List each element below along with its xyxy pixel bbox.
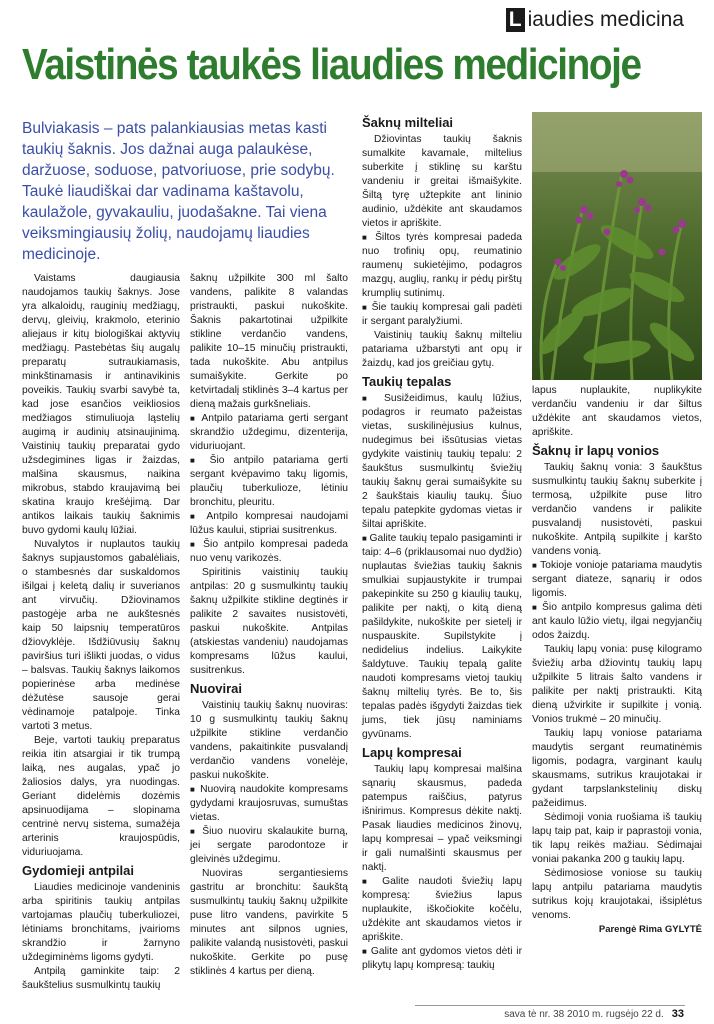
col4-paragraph: Taukių lapų voniose patariama maudytis sergant reumatinėmis ligomis, podagra, varginant kaulų skausmams, sutrikus kraujotakai ir gydant tarpslankstelinių diskų pažeidimus. [532, 728, 702, 809]
col3-paragraph: Taukių lapų kompresai malšina sąnarių skausmus, padeda patempus raiščius, patyrus išnirimus. Kompresus dėkite naktį. Pasak liaudies medicinos žinovų, lapų kompresai – ypač veiksmingi ir gali numalšinti skausmus per naktį. [362, 764, 522, 873]
section-tag [506, 8, 684, 32]
subheading-lapu-kompresai: Lapų kompresai [362, 745, 462, 760]
col4-paragraph: Sėdimosiose voniose su taukių lapų antpilu patariama maudytis sutrikus kojų kraujotakai, išsiplėtus venoms. [532, 868, 702, 921]
subheading-tepalas: Taukių tepalas [362, 374, 452, 389]
col3-bullet: ■ Galite ant gydomos vietos dėti ir plikytų lapų kompresą: taukių [362, 945, 522, 973]
footer-rule [415, 1005, 685, 1006]
col1-paragraph: Vaistams daugiausia naudojamos taukių šaknys. Jose yra alkaloidų, rauginių medžiagų, dervų, gleivių, krakmolo, eterinio aliejaus ir kitų biologiškai aktyvių medžiagų. Pastebėtas šių augalų preparatų sutraukiamasis, minkštinamasis ir antinavikinis poveikis. Taukių svarbi savybė ta, kad jose esančios veikliosios medžiagos stimuliuoja ląstelių augimą ir audinių atsinaujinimą. Vaistinių taukių preparatai gydo užsdegimines ligas ir žaizdas, malšina skausmus, naikina mikrobus, stabdo kraujavimą bei skatina kraujo krešėjimą. Dar antikos laikais taukių šaknimis buvo gydomi kaulų lūžiai. [22, 273, 180, 536]
col4-bullet: ■ Tokioje vonioje patariama maudytis sergant diateze, sąnarių ir odos ligomis. [532, 559, 702, 601]
col2-bullet: ■ Šio antpilo kompresai padeda nuo venų varikozės. [190, 538, 348, 566]
col3-bullet: ■ Galite taukių tepalo pasigaminti ir taip: 4–6 (priklausomai nuo dydžio) nuplautas šviežias taukių šaknis smulkiai supjaustykite ir trumpai pakepinkite su 250 g kiaulių taukų, palikite per naktį, o kitą dieną pašildykite, nukoškite per sietelį ir nuspauskite. Supilstykite į nedidelius indelius. Laikykite šaldytuve. Taukių tepalą galite naudoti kompresams vietoj taukių šaknų miltelių tyrės. Be to, šis tepalas padės išgydyti žaizdas tiek jums, tiek jūsų naminiams gyvūnams. [362, 532, 522, 742]
subheading-vonios: Šaknų ir lapų vonios [532, 443, 660, 458]
col1-paragraph: Nuvalytos ir nuplautos taukių šaknys supjaustomos gabalėliais, o stambesnės dar suskaldomos išilgai į keletą dalių ir suverianos ant virvučių. Džiovinamos pastogėje arba ne aukštesnės kaip 50 laipsnių temperatūros džiovyklėje. Išdžiūvusių šaknų paviršius turi išlikti juodas, o vidus – balsvas. Taukių šaknys laikomos popierinėse arba medinėse dėžutėse sausoje gerai vėdinamoje patalpoje. Tinka vartoti 3 metus. [22, 539, 180, 732]
col1-paragraph: Antpilą gaminkite taip: 2 šaukštelius susmulkintų taukių [22, 966, 180, 991]
lead-paragraph: Bulviakasis – pats palankiausias metas kasti taukių šaknis. Jos dažnai auga palaukėse, daržuose, soduose, patvoriuose, prie sodybų. Taukė liaudiškai dar vadinama kaštavolu, kaulažole, gyvakauliu, juodašakne. Tai viena veiksmingiausių žolių, naudojamų liaudies medicinoje. [22, 120, 335, 263]
col2-bullet: ■ Antpilo patariama gerti sergant skrandžio uždegimu, dizenterija, viduriuojant. [190, 412, 348, 454]
col4-paragraph: Sėdimoji vonia ruošiama iš taukių lapų taip pat, kaip ir paprastoji vonia, tik lapų reikės mažiau. Sėdimajai voniai pakanka 200 g taukių lapų. [532, 812, 702, 865]
col1-paragraph: Beje, vartoti taukių preparatus reikia itin atsargiai ir tik trumpą laiką, nes augalas, ypač jo žaliosios dalys, yra nuodingas. Geriant didelėmis dozėmis apsinuodijama – slopinama centrinė nervų sistema, sumažėja arterinis kraujospūdis, viduriuojama. [22, 735, 180, 858]
col3-paragraph: Vaistinių taukių šaknų milteliu patariama užbarstyti ant opų ir žaizdų, kad jos greičiau gytų. [362, 330, 522, 369]
col3-bullet: ■ Susižeidimus, kaulų lūžius, podagros ir reumato pažeistas vietas, suskilinėjusius kulnus, nudegimus bei išsūtusias vietas gydykite vaistinių taukių tepalu: 2 šaukštus susmulkintų šviežių taukių šaknų gerai sumaišykite su 2 šaukštais kiaulių taukų. Šiuo tepalu patepkite gydomas vietas ir šiltai apriškite. [362, 392, 522, 532]
col2-paragraph: šaknų užpilkite 300 ml šalto vandens, palikite 8 valandas pristraukti, paskui nukoškite. Šaknis pakartotinai užpilkite stikline verdančio vandens, palikite 10–15 minučių pristraukti, tada nukoškite. Abu antpilus sumaišykite. Gerkite po ketvirtadalį stiklinės 3–4 kartus per dieną mažais gurkšneliais. [190, 273, 348, 410]
column-1 [22, 272, 180, 993]
page-footer [504, 1008, 684, 1020]
subheading-nuovirai: Nuovirai [190, 681, 243, 696]
subheading-antpilai: Gydomieji antpilai [22, 863, 134, 878]
col3-bullet: ■ Galite naudoti šviežių lapų kompresą: šviežius lapus nuplaukite, iškočiokite kočėlu, uždėkite ant skaudamos vietos ir apriškite. [362, 875, 522, 945]
col4-bullet: ■ Šio antpilo kompresus galima dėti ant kaulo lūžio vietų, ilgai negyjančių odos žaizdų. [532, 601, 702, 643]
section-initial: L [506, 8, 525, 32]
col2-bullet: ■ Nuovirą naudokite kompresams gydydami kraujosruvas, sumuštas vietas. [190, 783, 348, 825]
col4-paragraph: Taukių lapų vonia: pusę kilogramo šviežių arba džiovintų taukių lapų užpilkite 5 litrais šalto vandens ir palikite per naktį pristraukti. Kitą dieną užvirkite ir supilkite į vonią. Vonios trukmė – 20 minučių. [532, 644, 702, 725]
column-3 [362, 112, 522, 973]
author-credit: Parengė Rima GYLYTĖ [598, 924, 702, 935]
comfrey-plant-photo [532, 112, 702, 380]
col2-bullet: ■ Šio antpilo patariama gerti sergant kvėpavimo takų ligomis, plaučių tuberkulioze, lėtiniu bronchitu, pleuritu. [190, 454, 348, 510]
col2-paragraph: Nuoviras sergantiesiems gastritu ar bronchitu: šaukštą susmulkintų taukių šaknų užpilkite puse litro vandens, pavirkite 5 minutes ant silpnos ugnies, palikite valandą nusistovėti, paskui nukoškite. Gerkite po pusę stiklinės 4 kartus per dieną. [190, 868, 348, 977]
col2-bullet: ■ Šiuo nuoviru skalaukite burną, jei sergate parodontoze ir gleivinės uždegimu. [190, 825, 348, 867]
column-2 [190, 272, 348, 979]
col3-paragraph: Džiovintas taukių šaknis sumalkite kavamale, miltelius suberkite į stiklinę su karštu vandeniu ir greitai išmaišykite. Šiltą tyrę užtepkite ant lininio audinio, uždėkite ant skaudamos vietos ir apriškite. [362, 134, 522, 229]
col3-bullet: ■ Šiltos tyrės kompresai padeda nuo trofinių opų, reumatinio raumenų sukietėjimo, podagros mazgų, auglių, rankų ir pėdų pirštų krumplių sutinimų. [362, 231, 522, 301]
col4-paragraph: Taukių šaknų vonia: 3 šaukštus susmulkintų taukių šaknų suberkite į termosą, užpilkite puse litro verdančio vandens ir palikite pusvalandį nusistovėti, paskui nukoškite. Antpilą supilkite į karšto vandens vonią. [532, 462, 702, 557]
issue-info: sava tė nr. 38 2010 m. rugsėjo 22 d. [504, 1008, 664, 1020]
page-number: 33 [671, 1008, 684, 1020]
article-headline: Vaistinės taukės liaudies medicinoje [22, 40, 641, 89]
col2-paragraph: Spiritinis vaistinių taukių antpilas: 20 g susmulkintų taukių šaknų užpilkite stikline degtinės ir palikite 2 savaites nusistovėti, paskui nukoškite. Antpilas (atskiestas vandeniu) naudojamas kompresams lūžus kaului, susitrenkus. [190, 567, 348, 676]
col3-bullet: ■ Šie taukių kompresai gali padėti ir sergant paralyžiumi. [362, 301, 522, 329]
col1-paragraph: Liaudies medicinoje vandeninis arba spiritinis taukių antpilas vartojamas plaučių tuberkuliozei, lėtiniams bronchitams, įvairioms skrandžio ir žarnyno uždegiminėms ligoms gydyti. [22, 882, 180, 963]
col4-paragraph: lapus nuplaukite, nuplikykite verdančiu vandeniu ir dar šiltus uždėkite ant skaudamos vietos, apriškite. [532, 385, 702, 438]
section-name: iaudies medicina [527, 8, 684, 31]
col2-paragraph: Vaistinių taukių šaknų nuoviras: 10 g susmulkintų taukių šaknų užpilkite stikline verdančio vandens, pakaitinkite pusvalandį verdančio vandens vonelėje, paskui nukoškite. [190, 700, 348, 781]
col2-bullet: ■ Antpilo kompresai naudojami lūžus kaului, stipriai susitrenkus. [190, 510, 348, 538]
subheading-milteliai: Šaknų milteliai [362, 115, 454, 130]
plant-illustration [532, 112, 702, 380]
column-4 [532, 384, 702, 937]
